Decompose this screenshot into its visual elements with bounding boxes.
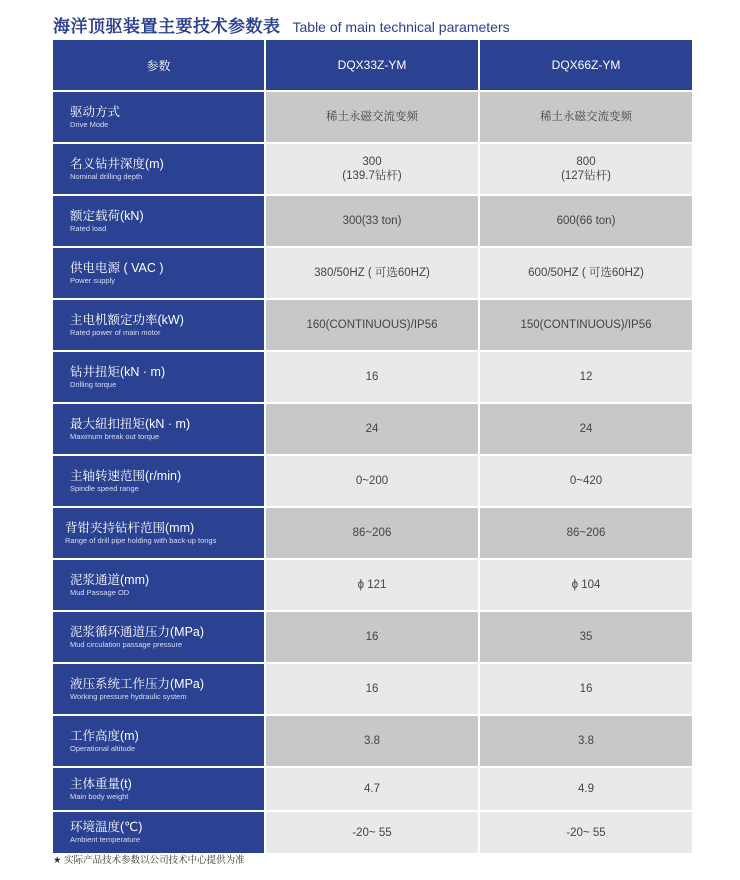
value-model-2: [480, 612, 692, 662]
value-model-1: [266, 248, 478, 298]
header-model-1: DQX33Z-YM: [266, 40, 478, 90]
value-line: 800: [576, 156, 596, 168]
value-line: 16: [365, 371, 379, 383]
param-name-cn: 主电机额定功率(kW): [70, 312, 184, 327]
param-label: [53, 612, 264, 662]
value-line: 86~206: [566, 527, 606, 539]
value-line: 稀土永磁交流变频: [326, 111, 418, 123]
value-line: 12: [579, 371, 593, 383]
param-name-en: Drilling torque: [70, 379, 117, 389]
param-name-en: Operational altitude: [70, 743, 136, 753]
param-name-cn: 额定载荷(kN): [70, 208, 144, 223]
value-model-2: [480, 300, 692, 350]
value-line: 3.8: [364, 735, 380, 747]
value-line: 35: [579, 631, 593, 643]
value-line: 4.7: [364, 783, 380, 795]
param-name-cn: 背钳夹持钻杆范围(mm): [65, 520, 195, 535]
value-model-1: [266, 716, 478, 766]
value-model-1: [266, 560, 478, 610]
value-model-2: [480, 404, 692, 454]
value-line: 16: [365, 683, 379, 695]
param-label: [53, 92, 264, 142]
param-name-cn: 工作高度(m): [70, 728, 139, 743]
table-row: [53, 716, 692, 766]
table-row: [53, 300, 692, 350]
table-row: [53, 560, 692, 610]
value-line: 600(66 ton): [556, 215, 616, 227]
param-label: [53, 144, 264, 194]
table-row: [53, 612, 692, 662]
param-name-cn: 液压系统工作压力(MPa): [70, 676, 205, 691]
title-chinese: 海洋顶驱装置主要技术参数表: [53, 17, 281, 36]
value-line: 4.9: [578, 783, 594, 795]
value-line: 24: [579, 423, 593, 435]
param-name-cn: 主体重量(t): [70, 776, 132, 791]
param-name-en: Mud circulation passage pressure: [70, 639, 183, 649]
param-name-cn: 名义钻井深度(m): [70, 156, 164, 171]
value-model-1: [266, 92, 478, 142]
param-name-en: Rated power of main motor: [70, 327, 161, 337]
param-name-cn: 泥浆循环通道压力(MPa): [70, 624, 205, 639]
param-label: [53, 196, 264, 246]
header-model-2: DQX66Z-YM: [480, 40, 692, 90]
param-label: [53, 248, 264, 298]
param-name-en: Mud Passage OD: [70, 587, 130, 597]
table-row: [53, 352, 692, 402]
value-model-1: [266, 300, 478, 350]
param-label: [53, 300, 264, 350]
param-name-cn: 供电电源 ( VAC ): [70, 260, 164, 275]
param-name-en: Main body weight: [70, 791, 129, 801]
param-name-cn: 钻井扭矩(kN · m): [70, 364, 166, 379]
param-label: [53, 812, 264, 853]
value-model-2: [480, 716, 692, 766]
value-model-1: [266, 404, 478, 454]
param-name-cn: 最大紐扣扭矩(kN · m): [70, 416, 191, 431]
table-row: [53, 248, 692, 298]
value-line-2: (139.7钻杆): [342, 170, 402, 182]
value-line: 300: [362, 156, 382, 168]
table-row: [53, 508, 692, 558]
param-name-en: Drive Mode: [70, 119, 109, 129]
value-model-1: [266, 456, 478, 506]
param-label: [53, 664, 264, 714]
parameters-table: [53, 40, 692, 855]
table-row: [53, 664, 692, 714]
param-name-en: Range of drill pipe holding with back-up tongs: [65, 535, 217, 545]
value-model-2: [480, 196, 692, 246]
value-line: 16: [365, 631, 379, 643]
value-line: 150(CONTINUOUS)/IP56: [520, 319, 652, 331]
table-row: [53, 404, 692, 454]
param-label: [53, 768, 264, 810]
value-model-1: [266, 768, 478, 810]
table-row: [53, 456, 692, 506]
table-row: [53, 196, 692, 246]
footnote: ★ 实际产品技术参数以公司技术中心提供为准: [53, 855, 245, 866]
value-line: -20~ 55: [352, 826, 392, 839]
param-label: [53, 404, 264, 454]
param-label: [53, 560, 264, 610]
value-line: 300(33 ton): [342, 215, 402, 227]
value-line: 380/50HZ ( 可选60HZ): [314, 267, 430, 279]
value-model-1: [266, 508, 478, 558]
value-line-2: (127钻杆): [561, 170, 611, 182]
value-model-1: [266, 612, 478, 662]
table-row: [53, 144, 692, 194]
param-name-cn: 主轴转速范围(r/min): [70, 468, 182, 483]
table-row: [53, 92, 692, 142]
value-model-1: [266, 664, 478, 714]
param-name-en: Nominal drilling depth: [70, 171, 143, 181]
value-model-2: [480, 456, 692, 506]
value-line: 160(CONTINUOUS)/IP56: [306, 319, 438, 331]
value-line: ϕ 104: [571, 579, 601, 591]
value-line: ϕ 121: [357, 579, 387, 591]
param-name-en: Ambient temperature: [70, 835, 141, 844]
value-model-1: [266, 812, 478, 853]
param-label: [53, 508, 264, 558]
param-name-en: Spindle speed range: [70, 483, 139, 493]
param-name-en: Rated load: [70, 223, 107, 233]
table-row: [53, 768, 692, 810]
param-name-cn: 驱动方式: [70, 104, 121, 119]
value-model-1: [266, 352, 478, 402]
value-model-2: [480, 248, 692, 298]
param-name-en: Power supply: [70, 275, 116, 285]
param-label: [53, 456, 264, 506]
value-model-1: [266, 144, 478, 194]
value-model-1: [266, 196, 478, 246]
title-english: Table of main technical parameters: [292, 19, 510, 35]
value-line: 86~206: [352, 527, 392, 539]
value-model-2: [480, 92, 692, 142]
value-line: 24: [365, 423, 379, 435]
value-model-2: [480, 664, 692, 714]
value-model-2: [480, 352, 692, 402]
value-line: 0~200: [355, 475, 389, 487]
value-model-2: [480, 768, 692, 810]
value-line: -20~ 55: [566, 826, 606, 839]
param-label: [53, 352, 264, 402]
page-title: [53, 12, 510, 37]
value-model-2: [480, 144, 692, 194]
param-name-en: Maximum break out torque: [70, 431, 160, 441]
value-line: 3.8: [578, 735, 594, 747]
value-line: 16: [579, 683, 593, 695]
header-param: 参数: [53, 40, 264, 90]
param-label: [53, 716, 264, 766]
value-line: 600/50HZ ( 可选60HZ): [528, 267, 644, 279]
value-line: 0~420: [569, 475, 603, 487]
value-model-2: [480, 560, 692, 610]
table-row: [53, 812, 692, 853]
value-model-2: [480, 812, 692, 853]
param-name-en: Working pressure hydraulic system: [70, 691, 187, 701]
table-header-row: [53, 40, 692, 90]
param-name-cn: 泥浆通道(mm): [70, 572, 150, 587]
param-name-cn: 环境温度(℃): [70, 820, 143, 834]
value-model-2: [480, 508, 692, 558]
value-line: 稀土永磁交流变频: [540, 111, 632, 123]
